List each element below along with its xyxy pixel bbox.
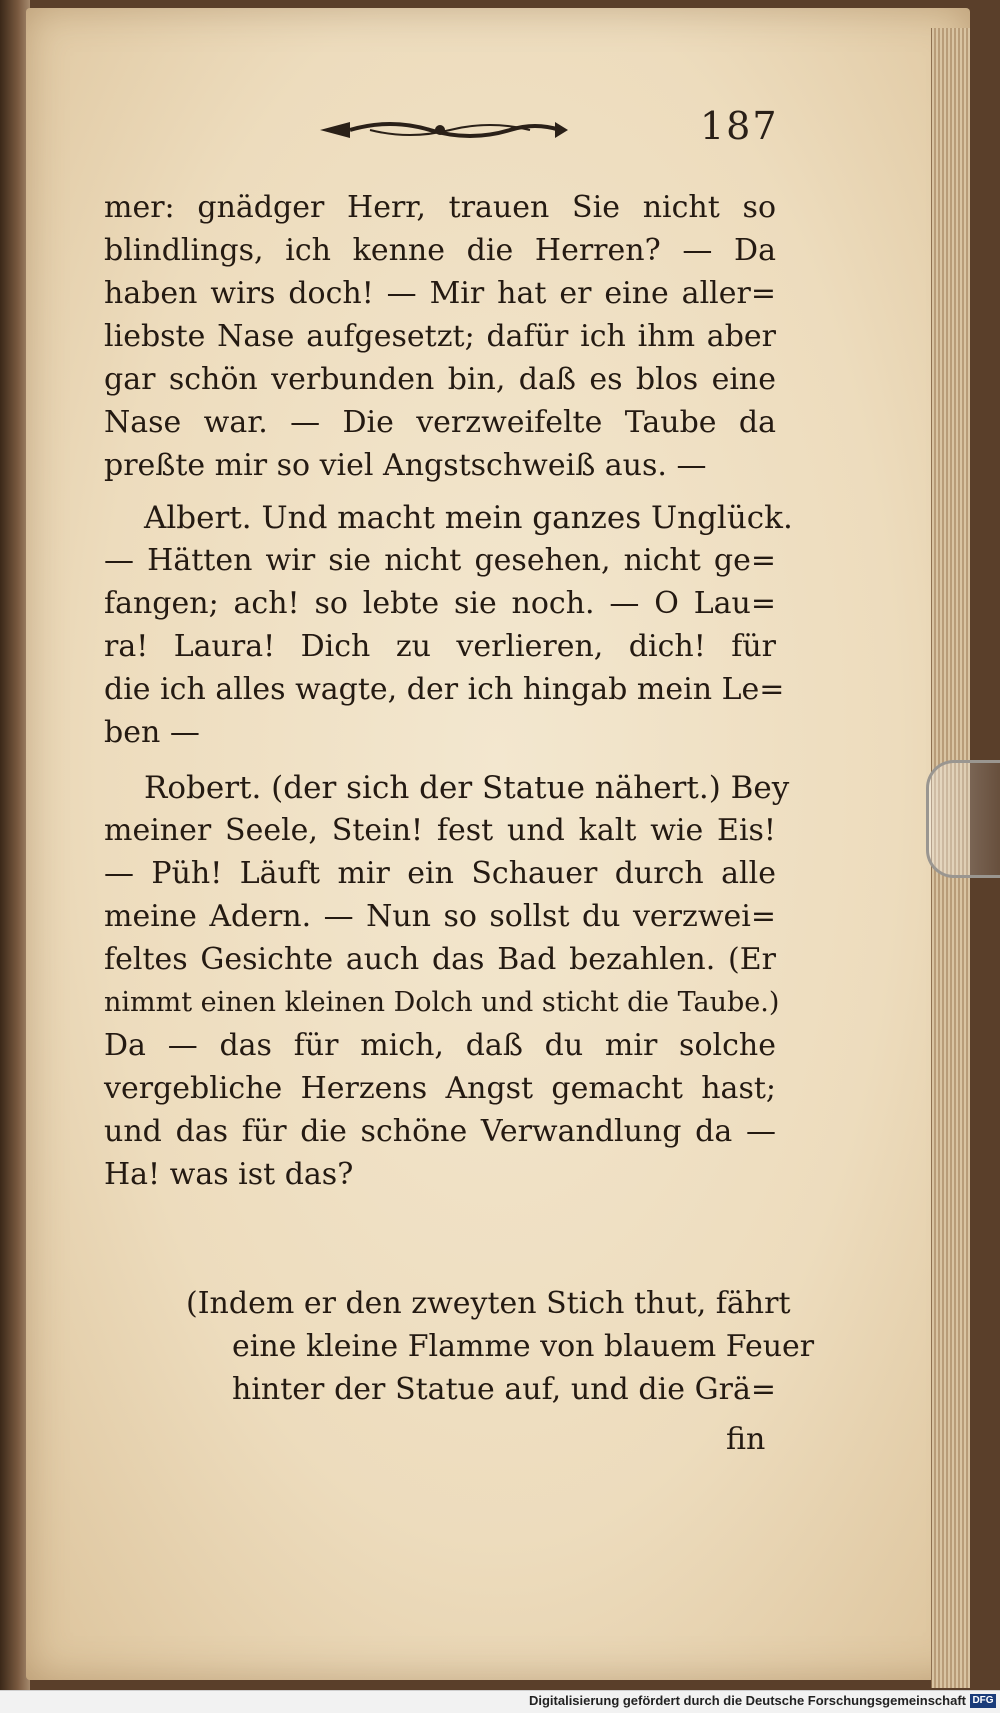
text-line: haben wirs doch! — Mir hat er eine aller= (104, 276, 776, 311)
text-line: — Hätten wir sie nicht gesehen, nicht ge= (104, 543, 776, 578)
page-number: 187 (700, 104, 779, 148)
text-line: fangen; ach! so lebte sie noch. — O Lau= (104, 586, 776, 621)
text-line: blindlings, ich kenne die Herren? — Da (104, 233, 776, 268)
text-line: Da — das für mich, daß du mir solche (104, 1028, 776, 1063)
text-line: die ich alles wagte, der ich hingab mein Le= (104, 672, 785, 707)
text-line: gar schön verbunden bin, daß es blos eine (104, 362, 776, 397)
text-line: meine Adern. — Nun so sollst du verzwei= (104, 899, 776, 934)
text-line: vergebliche Herzens Angst gemacht hast; (104, 1071, 776, 1106)
text-line: liebste Nase aufgesetzt; dafür ich ihm aber (104, 319, 776, 354)
dfg-logo: DFG (970, 1694, 996, 1708)
text-line: Nase war. — Die verzweifelte Taube da (104, 405, 776, 440)
text-line: und das für die schöne Verwandlung da — (104, 1114, 776, 1149)
text-line: mer: gnädger Herr, trauen Sie nicht so (104, 190, 776, 225)
text-line: feltes Gesichte auch das Bad bezahlen. (Er (104, 942, 776, 977)
stage-direction-line: (Indem er den zweyten Stich thut, fährt (186, 1286, 791, 1321)
stage-direction-line: eine kleine Flamme von blauem Feuer (232, 1329, 815, 1364)
text-line: nimmt einen kleinen Dolch und sticht die Taube.) (104, 987, 780, 1018)
speaker-line-albert: Albert. Und macht mein ganzes Unglück. (144, 500, 793, 536)
stage-direction-line: hinter der Statue auf, und die Grä= (232, 1372, 776, 1407)
page-clip (926, 760, 1000, 878)
header-ornament (310, 112, 570, 148)
footer-credit: Digitalisierung gefördert durch die Deutsche Forschungsgemeinschaft (528, 1693, 966, 1708)
text-line: ben — (104, 715, 200, 750)
text-line: ra! Laura! Dich zu verlieren, dich! für (104, 629, 776, 664)
text-line: — Püh! Läuft mir ein Schauer durch alle (104, 856, 776, 891)
text-line: Ha! was ist das? (104, 1157, 354, 1192)
text-line: preßte mir so viel Angstschweiß aus. — (104, 448, 707, 483)
speaker-line-robert: Robert. (der sich der Statue nähert.) Bey (144, 770, 790, 806)
text-line: meiner Seele, Stein! fest und kalt wie Eis! (104, 813, 776, 848)
catchword: fin (726, 1422, 766, 1457)
